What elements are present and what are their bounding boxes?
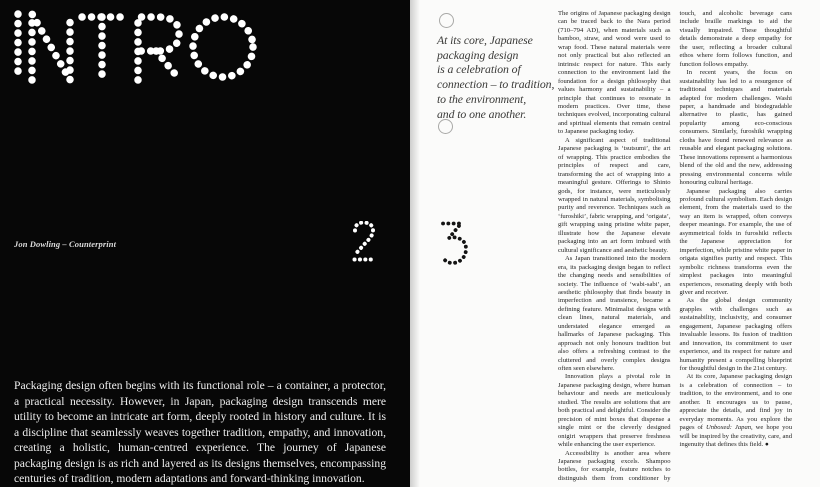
intro-paragraph: Packaging design often begins with its functional role – a container, a protector, a practical necessity. However, in Japan, packaging design transcends mere utility to become an intricate art form, deeply rooted in history and culture. It is a discipline that seamlessly weaves together tradition, empathy, and innovation, creating a holistic, human-centred experience. The journey of Japanese packaging design is as rich and layered as its designs themselves, encompassing centuries of tradition, modern adaptations and forward-thinking innovation. — [14, 379, 386, 485]
letter-t — [82, 17, 122, 80]
pull-quote-line: At its core, Japanese — [437, 33, 533, 47]
pull-quote-line: connection – to tradition, — [437, 77, 555, 92]
article-paragraph: Accessibility is another area where Japanese packaging excels. Shampoo bottles, for example, feature notches to distinguish them from conditioner by touch, and alcoholic beverage cans include braille markings to aid the visually impaired. These thoughtful details demonstrate a deep empathy for the user, reflecting a broader cultural ethos where form follows function, and function follows empathy. — [558, 10, 792, 482]
article-paragraph: In recent years, the focus on sustainability has led to a resurgence of traditional techniques and materials adapted for modern challenges. Washi paper, a handmade and biodegradable alternative to plastic, has gained popularity among eco-conscious consumers. Similarly, furoshiki wrapping cloths have found renewed relevance as reusable and elegant packaging solutions. These innovations represent a harmonious blend of the old and the new, addressing pressing environmental concerns while honouring cultural heritage. — [679, 69, 792, 187]
letter-o — [193, 17, 253, 77]
closing-text-post: , we hope you will be inspired by the creativity, care, and ingenuity that defines this field. ● — [679, 424, 792, 449]
dotted-page-number-3 — [439, 221, 469, 266]
pull-quote-line: and to one another. — [437, 106, 527, 121]
dotted-page-number-2 — [352, 221, 379, 263]
article-paragraph: A significant aspect of traditional Japanese packaging is ‘tsutsumi’, the art of wrapping. This practice embodies the principles of respect and care, transforming the act of wrapping into a meaningful gesture. Offerings to Shinto gods, for instance, were meticulously wrapped in natural materials, symbolising purity and reverence. Techniques such as ‘furoshiki’, fabric wrapping, and ‘origata’, gift wrapping using pristine white paper, illustrate how the Japanese elevate packaging into an art form imbued with cultural significance and aesthetic beauty. — [558, 136, 671, 254]
article-paragraph: Japanese packaging also carries profound cultural symbolism. Each design element, from the materials used to the way an item is wrapped, often conveys deeper meanings. For example, the use of asymmetrical folds in furoshiki reflects the Japanese appreciation for imperfection, while pristine white paper in origata signifies purity and respect. This symbolic richness transforms even the simplest packages into meaningful experiences, resonating deeply with both giver and receiver. — [679, 187, 792, 296]
article-paragraph: As the global design community grapples with challenges such as sustainability, inclusivity, and consumer engagement, Japanese packaging offers invaluable lessons. Its fusion of tradition and innovation, its commitment to user experience, and its respect for nature and humanity present a compelling blueprint for thoughtful design in the 21st century. — [679, 297, 792, 373]
book-title: Unboxed: Japan — [705, 424, 752, 432]
letter-n — [32, 14, 70, 80]
dotted-title-intro — [12, 10, 257, 84]
pull-quote — [437, 33, 569, 121]
pull-quote-line: is a celebration of — [437, 62, 521, 77]
article-paragraph: The origins of Japanese packaging design can be traced back to the Nara period (710–794 AD), when materials such as bamboo, straw, and wood were used to wrap food. These natural materials were not only practical but also reflected an intrinsic respect for nature. This early connection to the environment laid the foundation for a design philosophy that values harmony and sustainability – a principle that continues to resonate in modern practices. Over time, these techniques evolved, incorporating cultural and spiritual elements that remain central to Japanese packaging today. — [558, 10, 671, 136]
letter-r — [138, 17, 180, 80]
circle-ornament-top — [439, 13, 454, 28]
pull-quote-line: to the environment, — [437, 91, 527, 106]
article-paragraph: Innovation plays a pivotal role in Japanese packaging design, where human behaviour and needs are meticulously studied. The results are solutions that are both practical and delightful. Consider the precision of mint boxes that dispense a single mint or the cleverly designed onigiri wrappers that preserve freshness while enhancing the user experience. — [558, 373, 671, 449]
pull-quote-line: packaging design — [437, 47, 519, 62]
article-closing-paragraph — [680, 373, 793, 449]
closing-text-pre: At its core, Japanese packaging design is a celebration of connection – to tradition, to the environment, and to one another. It encourages us to pause, appreciate the details, and find joy in everyday moments. As you explore the pages of — [679, 373, 792, 432]
circle-ornament-bottom — [438, 119, 453, 134]
article-paragraph: As Japan transitioned into the modern era, its packaging design began to reflect the changing needs and sensibilities of society. The influence of ‘wabi-sabi’, an aesthetic philosophy that finds beauty in imperfection and transience, became a defining feature. Minimalist designs with clean lines, natural materials, and understated elegance emerged as hallmarks of Japanese packaging. This approach not only honours tradition but also offers a refreshing contrast to the cluttered and overly complex designs often seen elsewhere. — [558, 255, 671, 373]
right-page — [410, 0, 820, 487]
attribution-credit: Jon Dowling – Counterprint — [14, 239, 117, 249]
article-body — [558, 10, 792, 484]
